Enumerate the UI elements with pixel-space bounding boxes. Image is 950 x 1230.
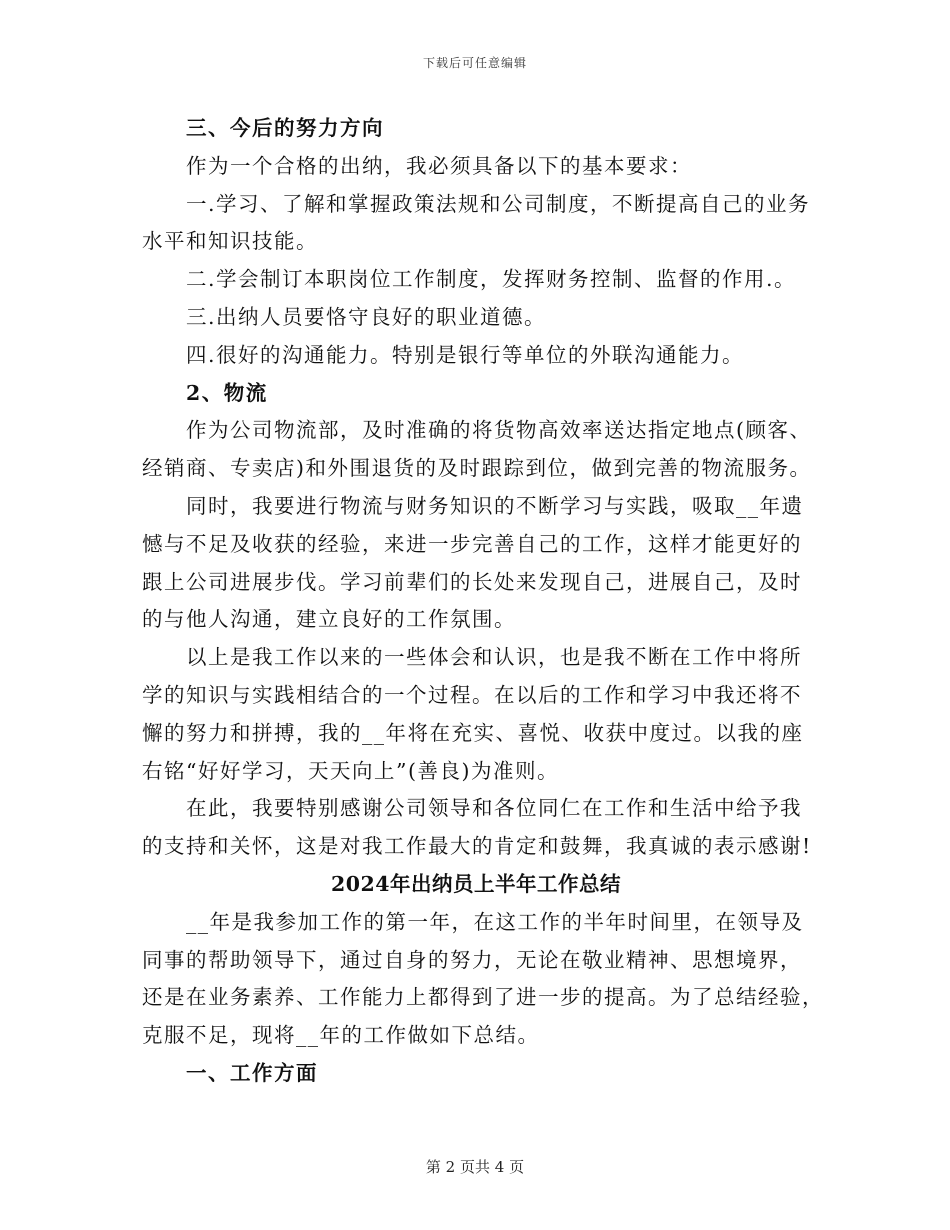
text-line: 克服不足，现将__年的工作做如下总结。 xyxy=(142,1023,540,1048)
text-line: 经销商、专卖店)和外围退货的及时跟踪到位，做到完善的物流服务。 xyxy=(142,456,812,481)
text-line: 跟上公司进展步伐。学习前辈们的长处来发现自己，进展自己，及时 xyxy=(142,569,802,594)
text-line: 水平和知识技能。 xyxy=(142,229,318,254)
text-line: 同事的帮助领导下，通过自身的努力，无论在敬业精神、思想境界， xyxy=(142,947,802,972)
text-line: 一.学习、了解和掌握政策法规和公司制度，不断提高自己的业务 xyxy=(186,191,811,216)
text-line: 懈的努力和拼搏，我的__年将在充实、喜悦、收获中度过。以我的座 xyxy=(142,720,804,745)
text-line: 的与他人沟通，建立良好的工作氛围。 xyxy=(142,607,516,632)
text-line: 以上是我工作以来的一些体会和认识，也是我不断在工作中将所 xyxy=(186,645,802,670)
text-line: 作为一个合格的出纳，我必须具备以下的基本要求： xyxy=(186,153,692,178)
text-line: 的支持和关怀，这是对我工作最大的肯定和鼓舞，我真诚的表示感谢! xyxy=(142,834,812,859)
text-line: 同时，我要进行物流与财务知识的不断学习与实践，吸取__年遗 xyxy=(186,493,804,518)
page-header: 下载后可任意编辑 xyxy=(422,56,527,70)
document-title: 2024年出纳员上半年工作总结 xyxy=(330,871,622,896)
text-line: 三.出纳人员要恪守良好的职业道德。 xyxy=(186,304,547,329)
text-line: 右铭“好好学习，天天向上”(善良)为准则。 xyxy=(142,758,559,783)
text-line: __年是我参加工作的第一年，在这工作的半年时间里，在领导及 xyxy=(186,909,804,934)
text-line: 学的知识与实践相结合的一个过程。在以后的工作和学习中我还将不 xyxy=(142,682,802,707)
text-line: 二.学会制订本职岗位工作制度，发挥财务控制、监督的作用.。 xyxy=(186,267,797,292)
section-heading: 三、今后的努力方向 xyxy=(186,116,384,140)
text-line: 憾与不足及收获的经验，来进一步完善自己的工作，这样才能更好的 xyxy=(142,531,802,556)
page-footer: 第 2 页共 4 页 xyxy=(425,1158,525,1176)
section-heading: 一、工作方面 xyxy=(186,1060,318,1085)
text-line: 还是在业务素养、工作能力上都得到了进一步的提高。为了总结经验， xyxy=(142,985,824,1010)
body-text xyxy=(142,110,824,1093)
text-line: 四.很好的沟通能力。特别是银行等单位的外联沟通能力。 xyxy=(186,342,745,367)
section-heading: 2、物流 xyxy=(186,380,268,405)
text-line: 在此，我要特别感谢公司领导和各位同仁在工作和生活中给予我 xyxy=(186,796,802,821)
text-line: 作为公司物流部，及时准确的将货物高效率送达指定地点(顾客、 xyxy=(186,418,812,443)
